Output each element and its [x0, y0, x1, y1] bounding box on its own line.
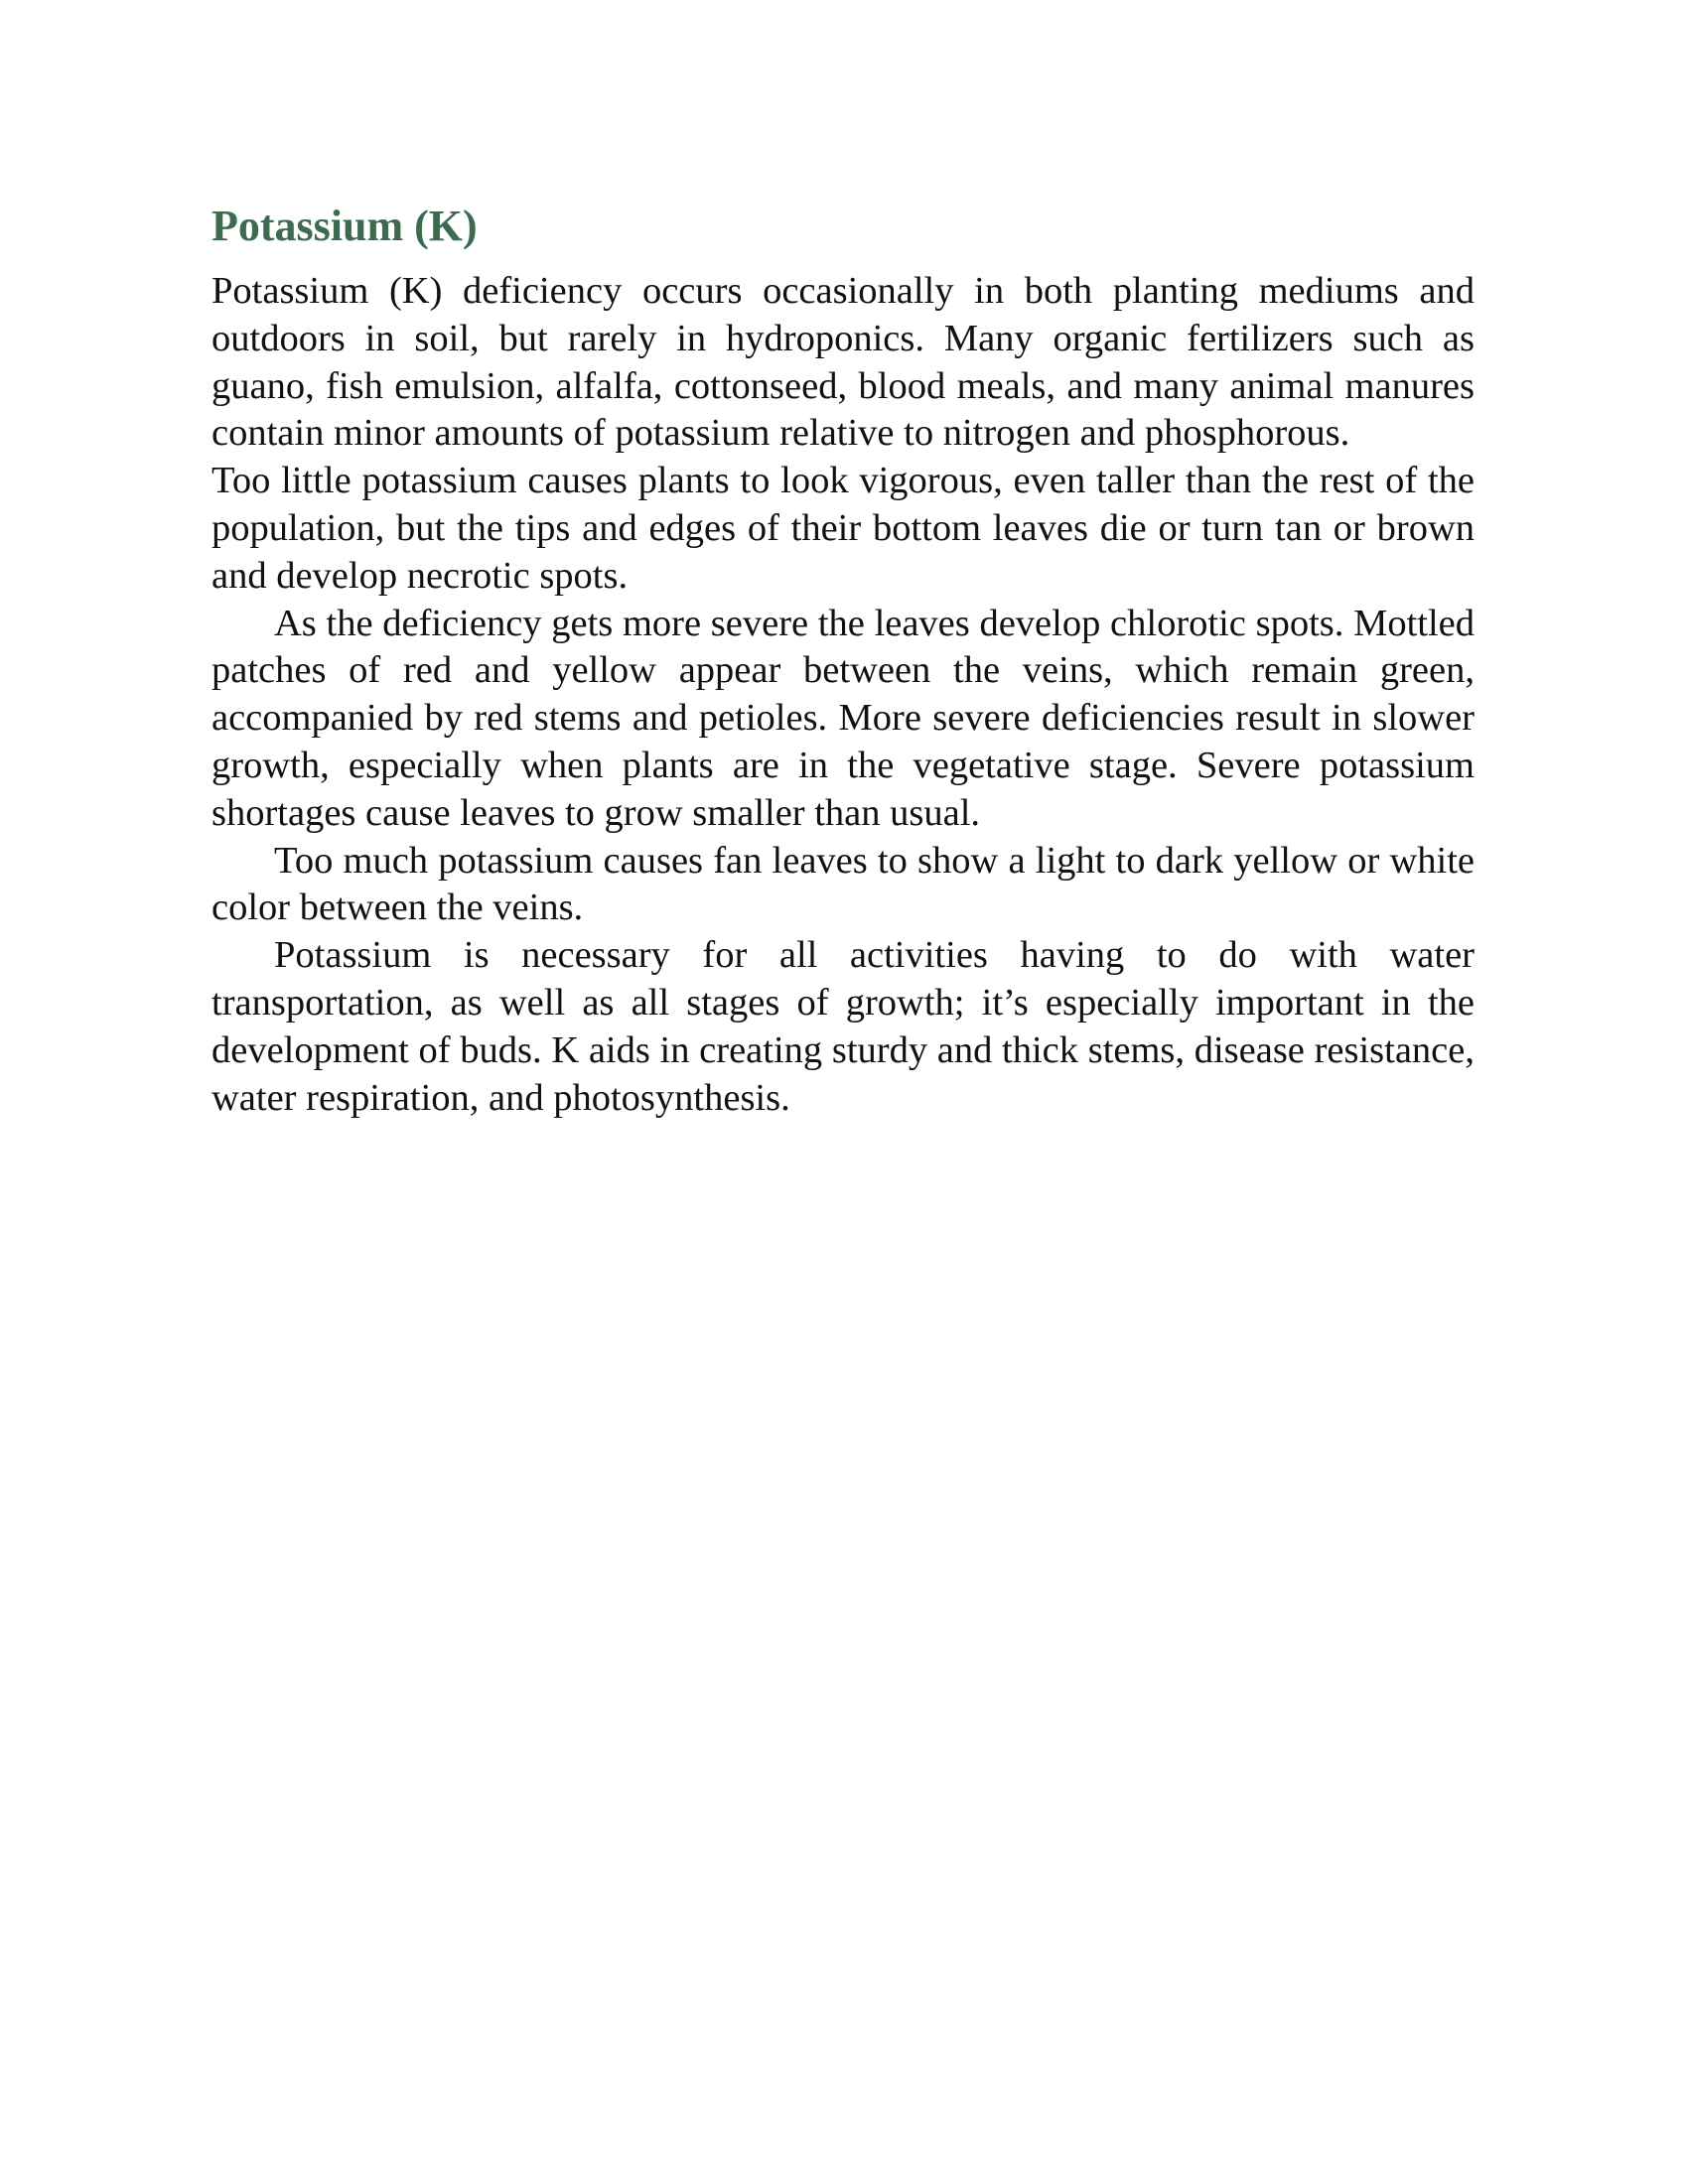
- paragraph-too-little: Too little potassium causes plants to look vigorous, even taller than the rest of the population, but the tips and edges of their bottom leaves die or turn tan or brown and develop necrotic spots.: [211, 460, 1475, 597]
- paragraph-severe-deficiency: As the deficiency gets more severe the leaves develop chlorotic spots. Mottled patches of red and yellow appear between the veins, which remain green, accompanied by red stems and petioles. More severe deficiencies result in slower growth, especially when plants are in the vegetative stage. Severe potassium shortages cause leaves to grow smaller than usual.: [211, 602, 1475, 834]
- paragraph-intro: Potassium (K) deficiency occurs occasionally in both planting mediums and outdoors in soil, but rarely in hydroponics. Many organic fertilizers such as guano, fish emulsion, alfalfa, cottonseed, blood meals, and many animal manures contain minor amounts of potassium relative to nitrogen and phosphorous.: [211, 270, 1475, 455]
- section-heading: Potassium (K): [211, 202, 478, 250]
- document-body: [211, 197, 1475, 1122]
- paragraph-too-much: Too much potassium causes fan leaves to show a light to dark yellow or white color between the veins.: [211, 839, 1475, 929]
- paragraph-function: Potassium is necessary for all activities having to do with water transportation, as well as all stages of growth; it’s especially important in the development of buds. K aids in creating sturdy and thick stems, disease resistance, water respiration, and photosynthesis.: [211, 934, 1475, 1119]
